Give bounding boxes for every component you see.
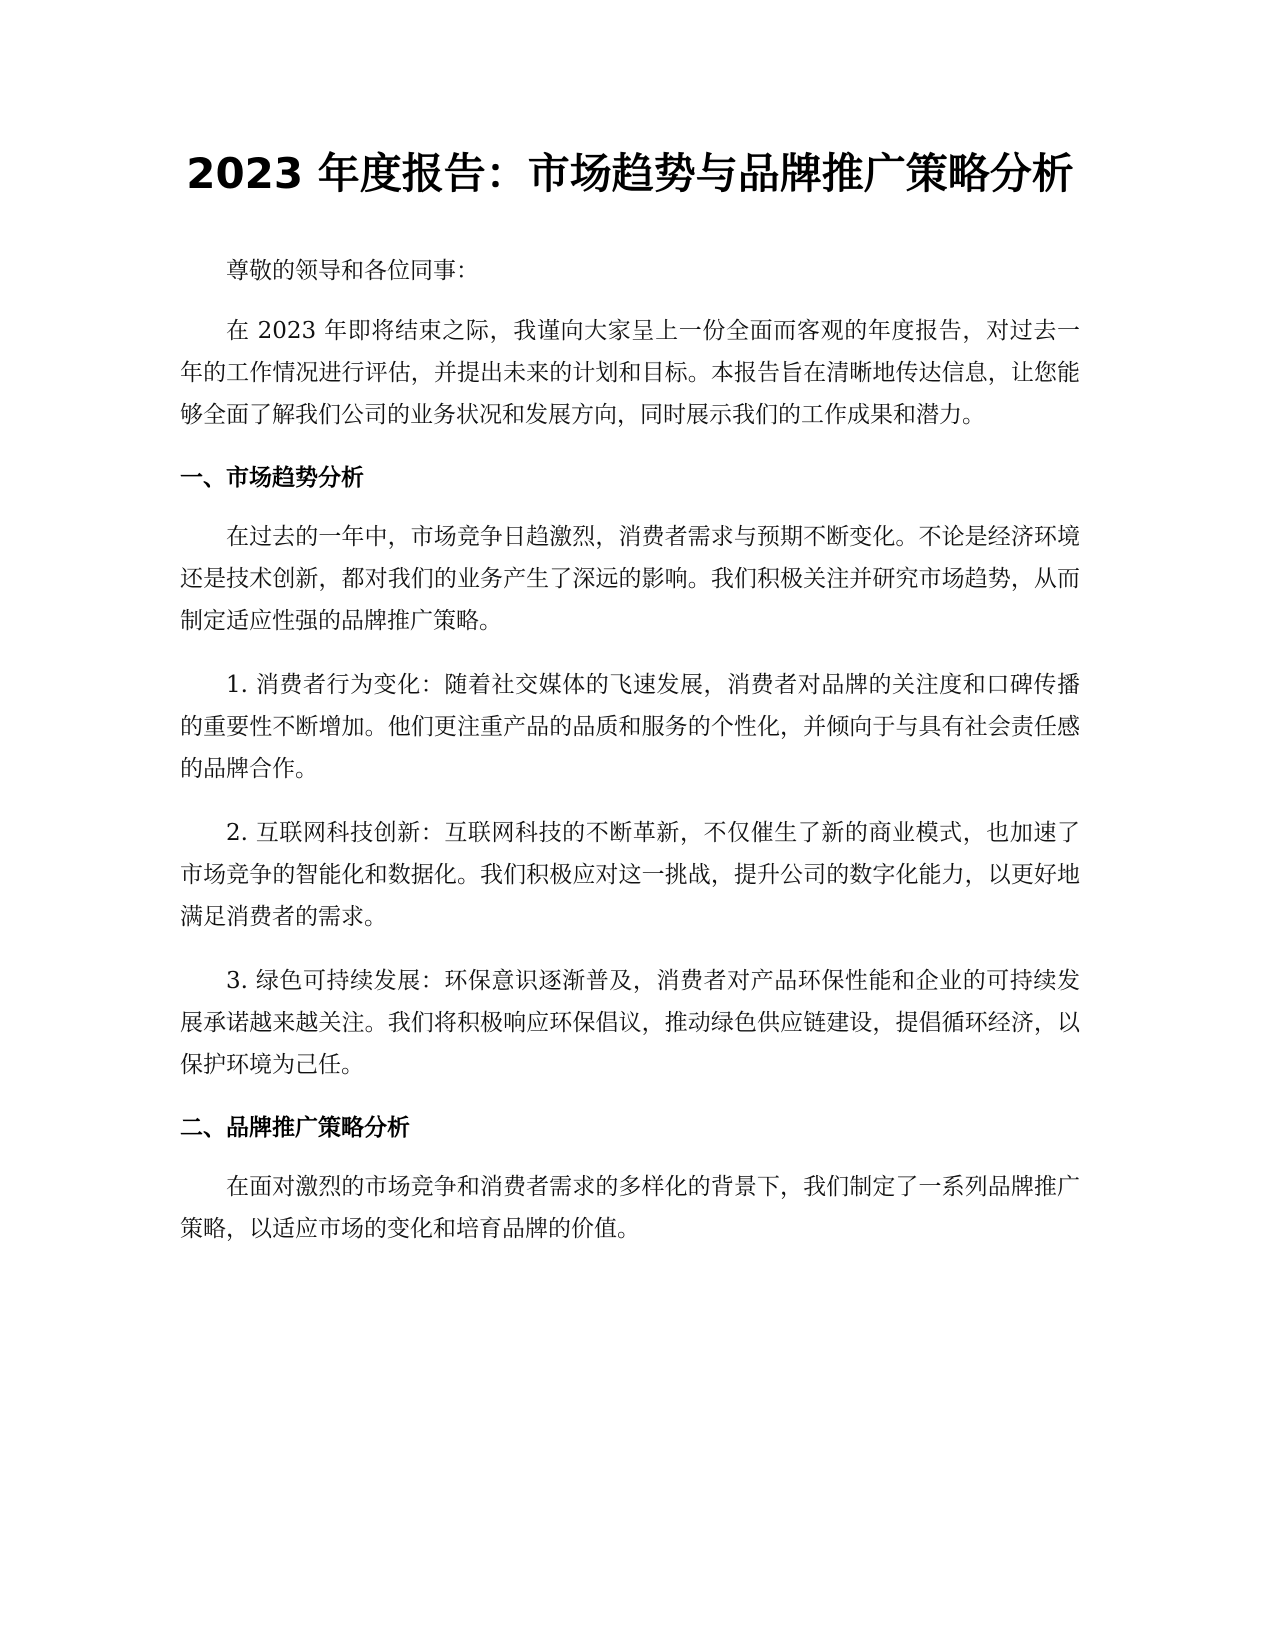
document-title: 2023 年度报告：市场趋势与品牌推广策略分析 (186, 149, 1074, 198)
intro-paragraph: 在 2023 年即将结束之际，我谨向大家呈上一份全面而客观的年度报告，对过去一年的工作情况进行评估，并提出未来的计划和目标。本报告旨在清晰地传达信息，让您能够全面了解我们公司的业务状况和发展方向，同时展示我们的工作成果和潜力。 (180, 318, 1080, 428)
green-development-item: 3. 绿色可持续发展：环保意识逐渐普及，消费者对产品环保性能和企业的可持续发展承诺越来越关注。我们将积极响应环保倡议，推动绿色供应链建设，提倡循环经济，以保护环境为己任。 (180, 968, 1080, 1078)
brand-strategy-paragraph: 在面对激烈的市场竞争和消费者需求的多样化的背景下，我们制定了一系列品牌推广策略，以适应市场的变化和培育品牌的价值。 (180, 1174, 1080, 1242)
section-heading-market-trends: 一、市场趋势分析 (180, 465, 364, 491)
document-body (180, 140, 1080, 1272)
market-trends-paragraph: 在过去的一年中，市场竞争日趋激烈，消费者需求与预期不断变化。不论是经济环境还是技术创新，都对我们的业务产生了深远的影响。我们积极关注并研究市场趋势，从而制定适应性强的品牌推广策略。 (180, 524, 1080, 634)
section-heading-brand-strategy: 二、品牌推广策略分析 (180, 1115, 410, 1141)
consumer-behavior-item: 1. 消费者行为变化：随着社交媒体的飞速发展，消费者对品牌的关注度和口碑传播的重要性不断增加。他们更注重产品的品质和服务的个性化，并倾向于与具有社会责任感的品牌合作。 (180, 672, 1080, 782)
internet-innovation-item: 2. 互联网科技创新：互联网科技的不断革新，不仅催生了新的商业模式，也加速了市场竞争的智能化和数据化。我们积极应对这一挑战，提升公司的数字化能力，以更好地满足消费者的需求。 (180, 820, 1080, 930)
salutation: 尊敬的领导和各位同事： (226, 258, 479, 284)
